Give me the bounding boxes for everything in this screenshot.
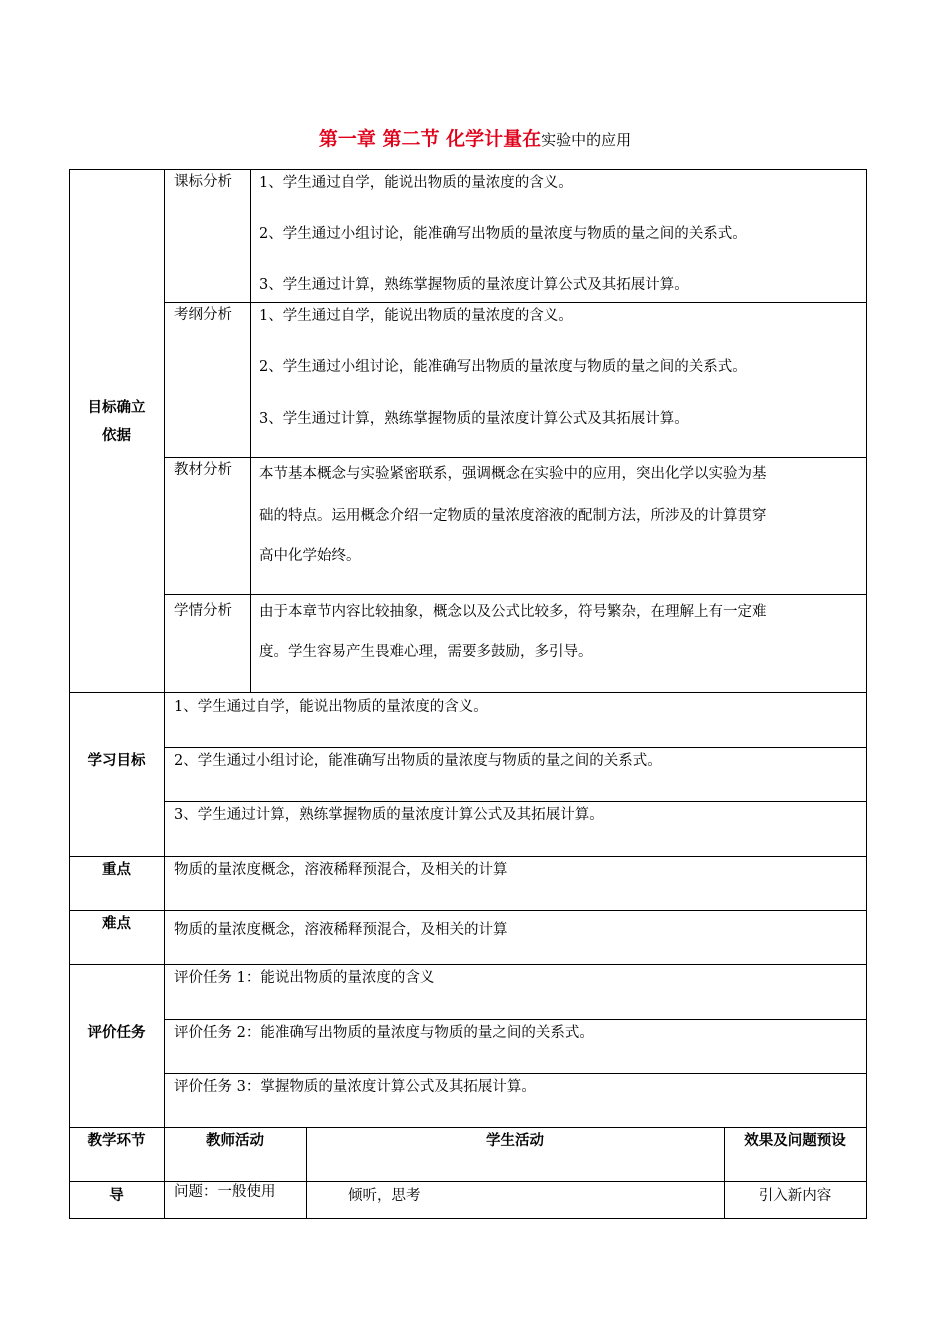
basis-header-line2: 依据 xyxy=(102,428,131,444)
xueqing-label: 学情分析 xyxy=(174,603,232,619)
kaogang-item: 3、学生通过计算，熟练掌握物质的量浓度计算公式及其拓展计算。 xyxy=(259,411,689,427)
goals-header: 学习目标 xyxy=(87,753,146,769)
process-header-effect: 效果及问题预设 xyxy=(744,1133,846,1149)
process-stage-cell: 导 xyxy=(109,1188,124,1204)
key-point-text: 物质的量浓度概念，溶液稀释预混合，及相关的计算 xyxy=(174,862,508,878)
kaogang-item: 2、学生通过小组讨论，能准确写出物质的量浓度与物质的量之间的关系式。 xyxy=(259,359,747,375)
kebiao-label: 课标分析 xyxy=(174,174,232,190)
evaluation-item: 评价任务 2：能准确写出物质的量浓度与物质的量之间的关系式。 xyxy=(174,1025,594,1041)
process-teacher-cell: 问题：一般使用 xyxy=(174,1184,276,1200)
difficulty-text: 物质的量浓度概念，溶液稀释预混合，及相关的计算 xyxy=(174,922,508,938)
evaluation-header: 评价任务 xyxy=(87,1025,146,1041)
key-point-header: 重点 xyxy=(102,862,131,878)
kebiao-item: 3、学生通过计算，熟练掌握物质的量浓度计算公式及其拓展计算。 xyxy=(259,277,689,293)
xueqing-line: 度。学生容易产生畏难心理，需要多鼓励，多引导。 xyxy=(259,644,593,660)
kaogang-label: 考纲分析 xyxy=(174,307,232,323)
jiaocai-label: 教材分析 xyxy=(174,462,232,478)
jiaocai-line: 高中化学始终。 xyxy=(259,548,361,564)
page-title: 第一章 第二节 化学计量在实验中的应用 xyxy=(318,128,632,150)
jiaocai-line: 本节基本概念与实验紧密联系，强调概念在实验中的应用，突出化学以实验为基 xyxy=(259,466,767,482)
process-student-cell: 倾听，思考 xyxy=(348,1188,421,1204)
evaluation-item: 评价任务 1：能说出物质的量浓度的含义 xyxy=(174,970,435,986)
kaogang-item: 1、学生通过自学，能说出物质的量浓度的含义。 xyxy=(259,308,573,324)
jiaocai-line: 础的特点。运用概念介绍一定物质的量浓度溶液的配制方法，所涉及的计算贯穿 xyxy=(259,508,767,524)
process-effect-cell: 引入新内容 xyxy=(758,1188,832,1204)
evaluation-item: 评价任务 3：掌握物质的量浓度计算公式及其拓展计算。 xyxy=(174,1079,536,1095)
kebiao-item: 2、学生通过小组讨论，能准确写出物质的量浓度与物质的量之间的关系式。 xyxy=(259,226,747,242)
goal-item: 1、学生通过自学，能说出物质的量浓度的含义。 xyxy=(174,699,488,715)
basis-header-line1: 目标确立 xyxy=(87,400,146,416)
goal-item: 3、学生通过计算，熟练掌握物质的量浓度计算公式及其拓展计算。 xyxy=(174,807,604,823)
process-header-teacher: 教师活动 xyxy=(206,1133,264,1149)
process-header-stage: 教学环节 xyxy=(87,1133,146,1149)
xueqing-line: 由于本章节内容比较抽象，概念以及公式比较多，符号繁杂，在理解上有一定难 xyxy=(259,604,767,620)
goal-item: 2、学生通过小组讨论，能准确写出物质的量浓度与物质的量之间的关系式。 xyxy=(174,753,662,769)
process-header-student: 学生活动 xyxy=(486,1133,544,1149)
kebiao-item: 1、学生通过自学，能说出物质的量浓度的含义。 xyxy=(259,175,573,191)
difficulty-header: 难点 xyxy=(102,916,131,932)
